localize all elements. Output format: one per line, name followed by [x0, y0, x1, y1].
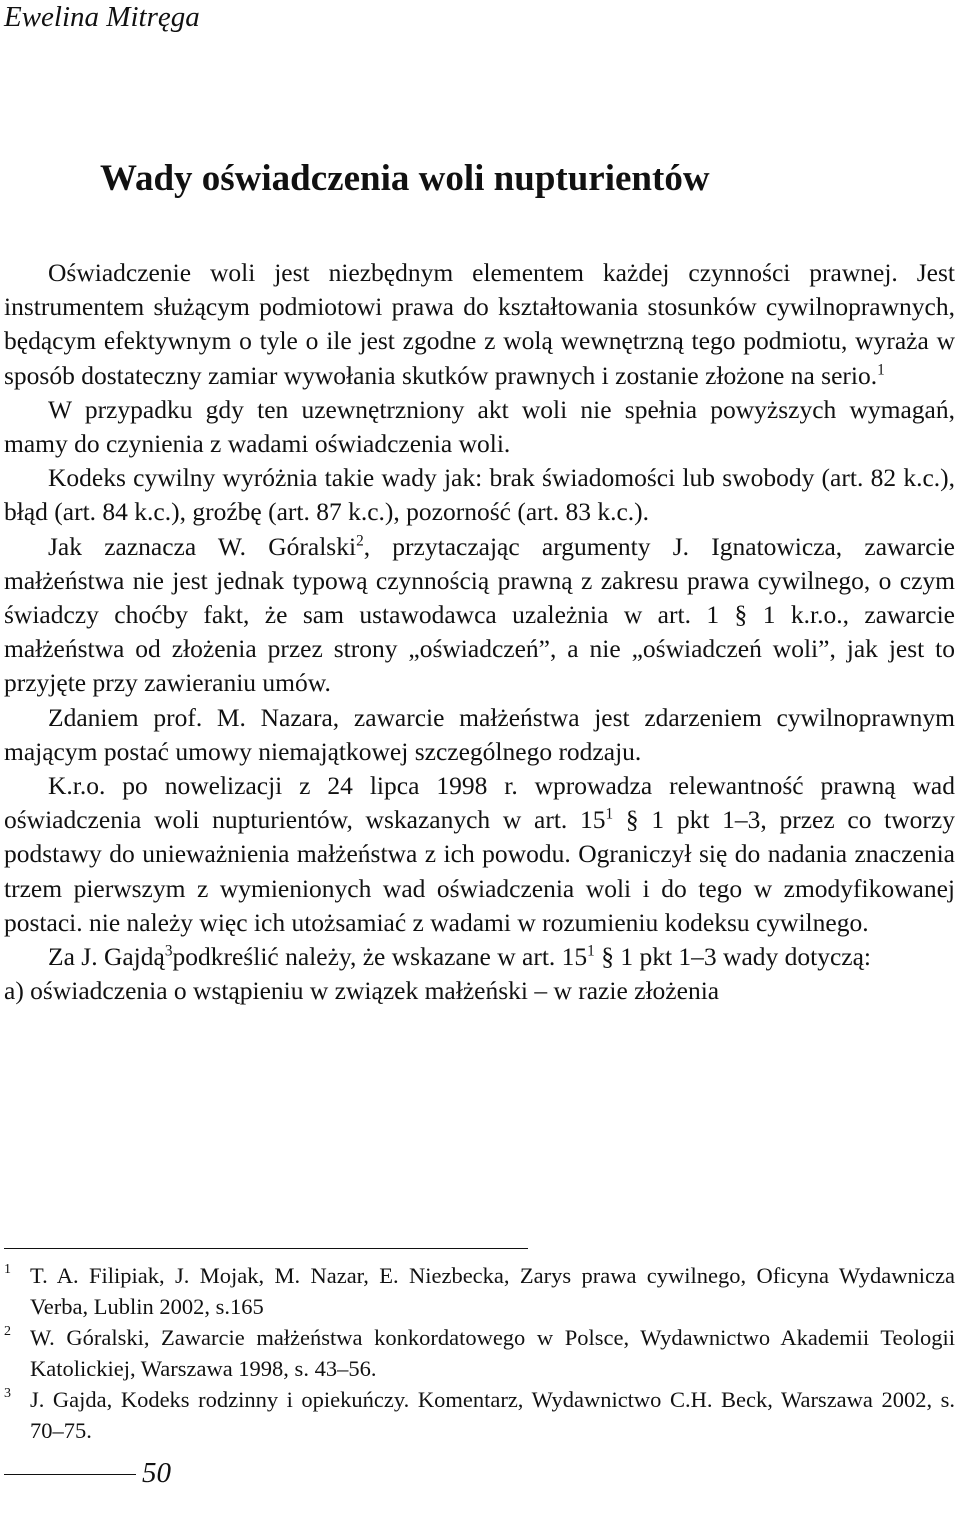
footnote-2	[4, 1322, 955, 1384]
footnote-3	[4, 1384, 955, 1446]
footnote-1	[4, 1260, 955, 1322]
footnote-ref: 1	[877, 361, 885, 379]
footnote-ref: 2	[356, 532, 364, 550]
footnote-text: W. Góralski, Zawarcie małżeństwa konkordatowego w Polsce, Wydawnictwo Akademii Teologii Katolickiej, Warszawa 1998, s. 43–56.	[30, 1325, 955, 1381]
footnote-text: T. A. Filipiak, J. Mojak, M. Nazar, E. Niezbecka, Zarys prawa cywilnego, Oficyna Wydawnicza Verba, Lublin 2002, s.165	[30, 1263, 955, 1319]
footnote-mark: 1	[4, 1262, 11, 1277]
paragraph-text: podkreślić należy, że wskazane w art. 15	[172, 942, 588, 972]
paragraph-text: § 1 pkt 1–3 wady dotyczą:	[594, 942, 872, 972]
running-header-author: Ewelina Mitręga	[4, 1, 200, 33]
footnote-mark: 2	[4, 1324, 11, 1339]
paragraph-text: K.r.o. po nowelizacji z 24 lipca 1998 r. wprowadza relewantność prawną wad oświadczenia woli nupturientów, wskazanych w art. 15	[4, 771, 955, 835]
footnotes	[4, 1260, 955, 1446]
footnote-separator	[4, 1248, 528, 1249]
paragraph-4	[4, 530, 955, 701]
page-number: 50	[142, 1457, 171, 1489]
paragraph-8: a) oświadczenia o wstąpieniu w związek małżeński – w razie złożenia	[4, 976, 720, 1006]
paragraph-text: Jak zaznacza W. Góralski	[48, 531, 357, 561]
paragraph-7	[4, 940, 955, 974]
paragraph-text: Oświadczenie woli jest niezbędnym elementem każdej czynności prawnej. Jest instrumentem służącym podmiotowi prawa do kształtowania stosunków cywilnoprawnych, będącym efektywnym o tyle o ile jest zgodne z wolą wewnętrzną tego podmiotu, wyraża w sposób dostateczny zamiar wywołania skutków prawnych i zostanie złożone na serio.	[4, 258, 955, 390]
paragraph-5: Zdaniem prof. M. Nazara, zawarcie małżeństwa jest zdarzeniem cywilnoprawnym mającym postać umowy niemajątkowej szczególnego rodzaju.	[4, 702, 955, 766]
article-superscript: 1	[605, 805, 614, 823]
paragraph-text: Za J. Gajdą	[48, 942, 165, 972]
paragraph-2: W przypadku gdy ten uzewnętrzniony akt woli nie spełnia powyższych wymagań, mamy do czynienia z wadami oświadczenia woli.	[4, 394, 955, 459]
article-title: Wady oświadczenia woli nupturientów	[100, 158, 710, 199]
paragraph-1	[4, 256, 955, 393]
article-superscript: 1	[587, 942, 595, 960]
footnote-ref: 3	[164, 942, 173, 960]
footnote-text: J. Gajda, Kodeks rodzinny i opiekuńczy. Komentarz, Wydawnictwo C.H. Beck, Warszawa 2002, s. 70–75.	[30, 1387, 955, 1443]
page-number-rule	[4, 1474, 136, 1475]
footnote-mark: 3	[4, 1386, 11, 1401]
paragraph-6	[4, 769, 955, 940]
paragraph-text: § 1 pkt 1–3, przez co tworzy podstawy do unieważnienia małżeństwa z ich powodu. Ograniczył się do nadania znaczenia trzem pierwszym z wymienionych wad oświadczenia woli i do tego w zmodyfikowanej postaci. nie należy więc ich utożsamiać z wadami w rozumieniu kodeksu cywilnego.	[4, 805, 955, 937]
paragraph-text: , przytaczając argumenty J. Ignatowicza, zawarcie małżeństwa nie jest jednak typową czynnością prawną z zakresu prawa cywilnego, o czym świadczy choćby fakt, że sam ustawodawca uzależnia w art. 1 § 1 k.r.o., zawarcie małżeństwa od złożenia przez strony „oświadczeń”, a nie „oświadczeń woli”, jak jest to przyjęte przy zawieraniu umów.	[4, 531, 955, 698]
article-body	[4, 256, 955, 1008]
paragraph-3: Kodeks cywilny wyróżnia takie wady jak: brak świadomości lub swobody (art. 82 k.c.), błąd (art. 84 k.c.), groźbę (art. 87 k.c.), pozorność (art. 83 k.c.).	[4, 463, 955, 527]
